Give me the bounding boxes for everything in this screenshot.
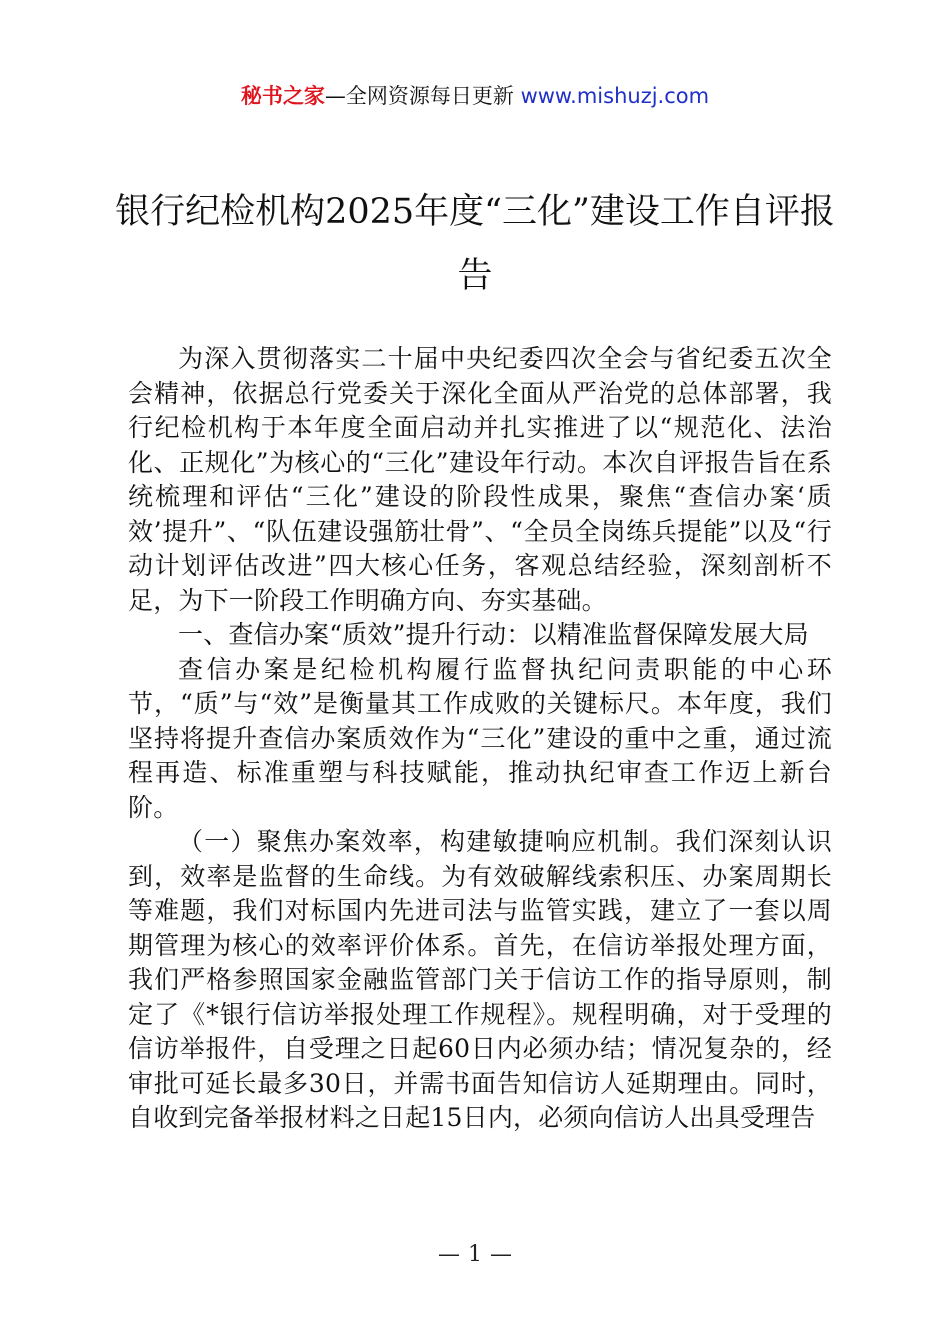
brand-name: 秘书之家 [240, 84, 325, 108]
page-dash-right: — [490, 1242, 512, 1267]
body-paragraph: 查信办案是纪检机构履行监督执纪问责职能的中心环节，“质”与“效”是衡量其工作成败的关键标尺。本年度，我们坚持将提升查信办案质效作为“三化”建设的重中之重，通过流程再造、标准重塑与科技赋能，推动执纪审查工作迈上新台阶。 [128, 654, 832, 822]
intro-paragraph: 为深入贯彻落实二十届中央纪委四次全会与省纪委五次全会精神，依据总行党委关于深化全面从严治党的总体部署，我行纪检机构于本年度全面启动并扎实推进了以“规范化、法治化、正规化”为核心的“三化”建设年行动。本次自评报告旨在系统梳理和评估“三化”建设的阶段性成果，聚焦“查信办案‘质效’提升”、“队伍建设强筋壮骨”、“全员全岗练兵提能”以及“行动计划评估改进”四大核心任务，客观总结经验，深刻剖析不足，为下一阶段工作明确方向、夯实基础。 [128, 344, 832, 615]
page-dash-left: — [438, 1242, 460, 1267]
site-url: www.mishuzj.com [520, 84, 710, 108]
header-tagline: —全网资源每日更新 [324, 84, 514, 108]
section-heading: 一、查信办案“质效”提升行动：以精准监督保障发展大局 [178, 620, 809, 649]
page-number [0, 1240, 950, 1270]
page-number-value: 1 [468, 1242, 482, 1267]
site-header [0, 80, 950, 112]
body-paragraph: （一）聚焦办案效率，构建敏捷响应机制。我们深刻认识到，效率是监督的生命线。为有效破解线索积压、办案周期长等难题，我们对标国内先进司法与监管实践，建立了一套以周期管理为核心的效率评价体系。首先，在信访举报处理方面，我们严格参照国家金融监管部门关于信访工作的指导原则，制定了《*银行信访举报处理工作规程》。规程明确，对于受理的信访举报件，自受理之日起60日内必须办结；情况复杂的，经审批可延长最多30日，并需书面告知信访人延期理由。同时，自收到完备举报材料之日起15日内，必须向信访人出具受理告 [128, 827, 832, 1132]
document-title: 银行纪检机构2025年度“三化”建设工作自评报告 [115, 192, 835, 296]
document-body [128, 342, 832, 1136]
